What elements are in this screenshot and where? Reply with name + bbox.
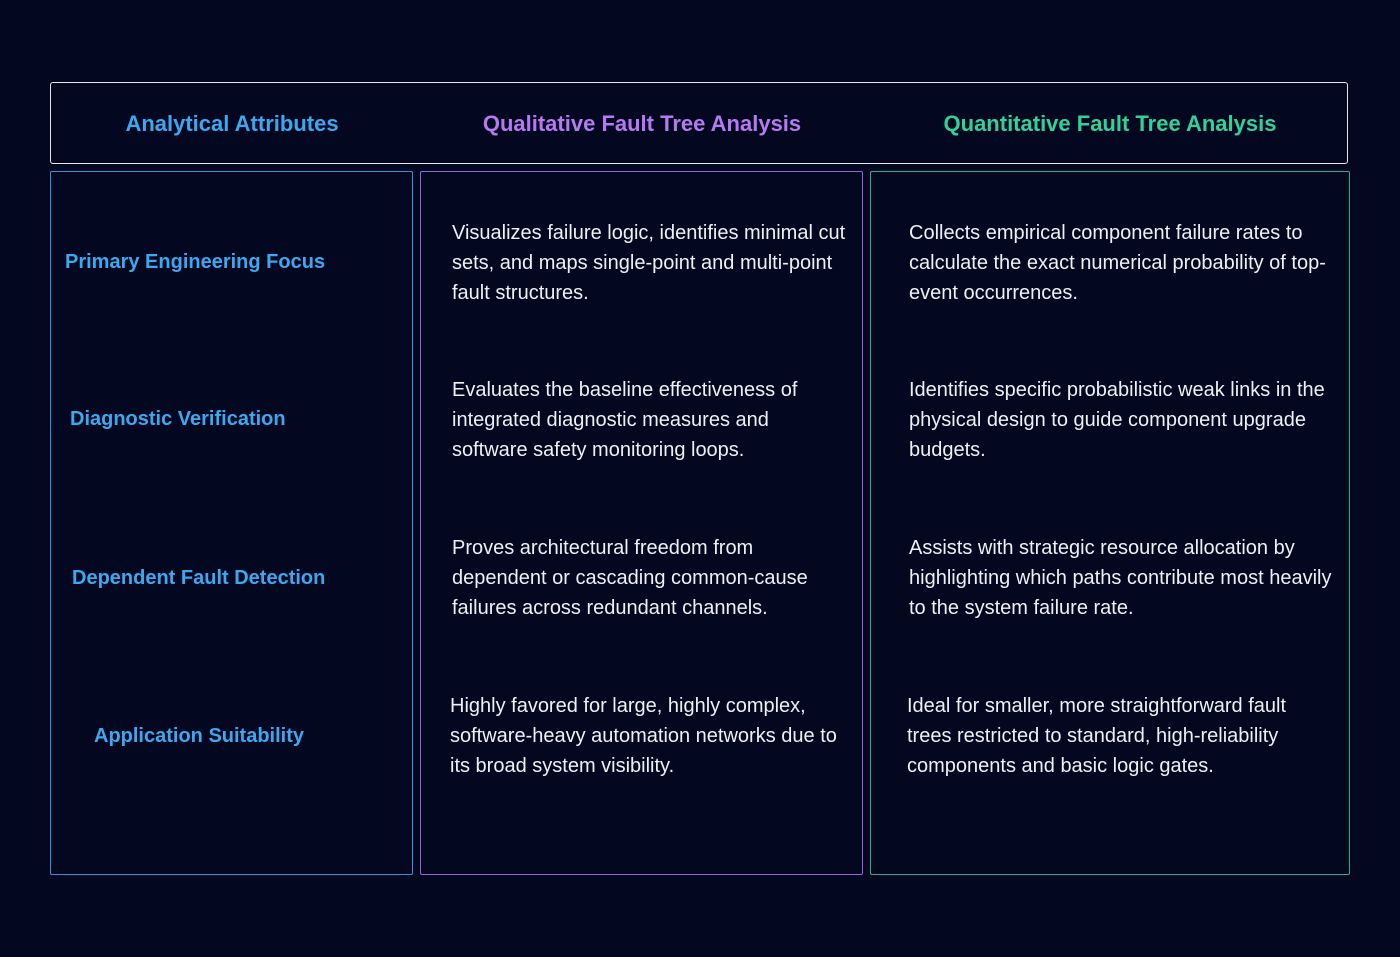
quantitative-suitability-cell: Ideal for smaller, more straightforward fault trees restricted to standard, high-reliability components and basic logic gates.: [907, 695, 1287, 777]
qualitative-diagnostic-cell: Evaluates the baseline effectiveness of integrated diagnostic measures and software safety monitoring loops.: [452, 379, 798, 461]
attribute-diagnostic-verification: Diagnostic Verification: [70, 408, 286, 430]
table-header: [50, 82, 1348, 164]
header-qualitative-fta: Qualitative Fault Tree Analysis: [482, 111, 802, 136]
qualitative-primary-focus-cell: Visualizes failure logic, identifies minimal cut sets, and maps single-point and multi-point fault structures.: [452, 222, 846, 304]
header-quantitative-fta: Quantitative Fault Tree Analysis: [943, 111, 1277, 136]
qualitative-suitability-cell: Highly favored for large, highly complex, software-heavy automation networks due to its broad system visibility.: [450, 695, 837, 777]
quantitative-dependent-fault-cell: Assists with strategic resource allocation by highlighting which paths contribute most heavily to the system failure rate.: [909, 537, 1332, 619]
quantitative-primary-focus-cell: Collects empirical component failure rates to calculate the exact numerical probability of top-event occurrences.: [909, 222, 1326, 304]
quantitative-column: [870, 171, 1350, 875]
qualitative-dependent-fault-cell: Proves architectural freedom from dependent or cascading common-cause failures across redundant channels.: [452, 537, 808, 619]
attribute-application-suitability: Application Suitability: [94, 725, 305, 747]
qualitative-column: [420, 171, 863, 875]
header-analytical-attributes: Analytical Attributes: [125, 111, 339, 136]
quantitative-diagnostic-cell: Identifies specific probabilistic weak links in the physical design to guide component upgrade budgets.: [909, 379, 1325, 461]
attribute-primary-engineering-focus: Primary Engineering Focus: [65, 251, 326, 273]
attribute-dependent-fault-detection: Dependent Fault Detection: [72, 567, 326, 589]
attributes-column: [50, 171, 413, 875]
